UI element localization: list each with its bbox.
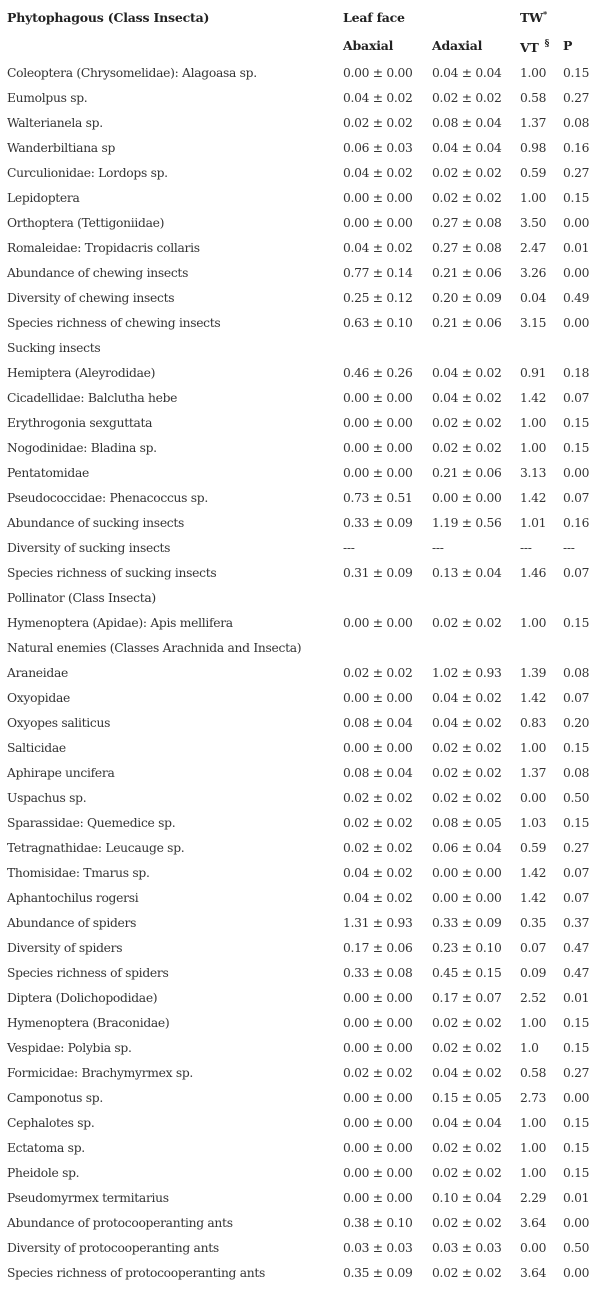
row-label: Abundance of protocooperanting ants bbox=[7, 1216, 233, 1230]
vt-value: 0.09 bbox=[520, 966, 547, 980]
adaxial-value: 0.00 ± 0.00 bbox=[432, 891, 502, 905]
table-row bbox=[0, 436, 604, 461]
abaxial-value: 0.08 ± 0.04 bbox=[343, 716, 413, 730]
row-label: Ectatoma sp. bbox=[7, 1141, 85, 1155]
row-label: Species richness of protocooperanting ants bbox=[7, 1266, 266, 1280]
row-label: Thomisidae: Tmarus sp. bbox=[7, 866, 150, 880]
p-value: 0.18 bbox=[563, 366, 590, 380]
table-row bbox=[0, 1061, 604, 1086]
p-header: P bbox=[563, 38, 573, 53]
tw-footnote-mark: * bbox=[542, 8, 547, 19]
vt-value: 0.00 bbox=[520, 1241, 547, 1255]
table-row bbox=[0, 111, 604, 136]
p-value: 0.49 bbox=[563, 291, 590, 305]
header-row-1 bbox=[0, 5, 604, 30]
vt-value: 3.50 bbox=[520, 216, 547, 230]
p-value: 0.00 bbox=[563, 266, 590, 280]
p-value: 0.07 bbox=[563, 491, 590, 505]
row-label: Romaleidae: Tropidacris collaris bbox=[7, 241, 200, 255]
row-label: Abundance of chewing insects bbox=[7, 266, 189, 280]
vt-header bbox=[520, 35, 549, 63]
adaxial-value: --- bbox=[432, 541, 444, 555]
p-value: 0.15 bbox=[563, 616, 590, 630]
p-value: 0.50 bbox=[563, 1241, 590, 1255]
table-row bbox=[0, 186, 604, 211]
table-row bbox=[0, 886, 604, 911]
p-value: 0.00 bbox=[563, 1266, 590, 1280]
row-label: Cephalotes sp. bbox=[7, 1116, 95, 1130]
p-value: 0.15 bbox=[563, 1016, 590, 1030]
table-row bbox=[0, 1186, 604, 1211]
vt-value: 3.64 bbox=[520, 1216, 547, 1230]
abaxial-header: Abaxial bbox=[343, 38, 394, 53]
adaxial-value: 0.08 ± 0.04 bbox=[432, 116, 502, 130]
abaxial-value: 0.77 ± 0.14 bbox=[343, 266, 413, 280]
leaf-face-header: Leaf face bbox=[343, 10, 405, 25]
abaxial-value: 1.31 ± 0.93 bbox=[343, 916, 413, 930]
group-title: Phytophagous (Class Insecta) bbox=[7, 10, 210, 25]
vt-value: 1.00 bbox=[520, 1116, 547, 1130]
row-label: Araneidae bbox=[7, 666, 69, 680]
row-label: Formicidae: Brachymyrmex sp. bbox=[7, 1066, 194, 1080]
row-label: Sparassidae: Quemedice sp. bbox=[7, 816, 176, 830]
adaxial-value: 0.04 ± 0.02 bbox=[432, 691, 502, 705]
table-row bbox=[0, 161, 604, 186]
vt-value: 1.42 bbox=[520, 391, 547, 405]
abaxial-value: 0.00 ± 0.00 bbox=[343, 466, 413, 480]
abaxial-value: 0.02 ± 0.02 bbox=[343, 116, 413, 130]
adaxial-value: 0.03 ± 0.03 bbox=[432, 1241, 502, 1255]
vt-value: 0.35 bbox=[520, 916, 547, 930]
table-row bbox=[0, 861, 604, 886]
table-row bbox=[0, 211, 604, 236]
p-value: 0.15 bbox=[563, 416, 590, 430]
p-value: 0.47 bbox=[563, 941, 590, 955]
vt-value: 3.15 bbox=[520, 316, 547, 330]
row-label: Species richness of spiders bbox=[7, 966, 169, 980]
adaxial-value: 0.06 ± 0.04 bbox=[432, 841, 502, 855]
vt-value: 1.42 bbox=[520, 891, 547, 905]
row-label: Cicadellidae: Balclutha hebe bbox=[7, 391, 178, 405]
abaxial-value: 0.00 ± 0.00 bbox=[343, 66, 413, 80]
adaxial-value: 0.04 ± 0.02 bbox=[432, 366, 502, 380]
vt-value: 1.00 bbox=[520, 416, 547, 430]
adaxial-value: 0.02 ± 0.02 bbox=[432, 166, 502, 180]
adaxial-value: 0.45 ± 0.15 bbox=[432, 966, 502, 980]
table-row bbox=[0, 611, 604, 636]
row-label: Pentatomidae bbox=[7, 466, 90, 480]
p-value: 0.00 bbox=[563, 316, 590, 330]
vt-value: 1.37 bbox=[520, 766, 547, 780]
row-label: Species richness of sucking insects bbox=[7, 566, 217, 580]
abaxial-value: 0.00 ± 0.00 bbox=[343, 1141, 413, 1155]
abaxial-value: 0.00 ± 0.00 bbox=[343, 191, 413, 205]
p-value: 0.07 bbox=[563, 866, 590, 880]
vt-value: 0.00 bbox=[520, 791, 547, 805]
row-label: Abundance of sucking insects bbox=[7, 516, 185, 530]
abaxial-value: 0.02 ± 0.02 bbox=[343, 816, 413, 830]
adaxial-value: 0.02 ± 0.02 bbox=[432, 791, 502, 805]
p-value: 0.15 bbox=[563, 1141, 590, 1155]
abaxial-value: 0.00 ± 0.00 bbox=[343, 1041, 413, 1055]
abaxial-value: 0.00 ± 0.00 bbox=[343, 1166, 413, 1180]
abaxial-value: 0.02 ± 0.02 bbox=[343, 666, 413, 680]
vt-value: 1.42 bbox=[520, 866, 547, 880]
adaxial-value: 0.27 ± 0.08 bbox=[432, 241, 502, 255]
row-label: Hemiptera (Aleyrodidae) bbox=[7, 366, 156, 380]
vt-value: 2.52 bbox=[520, 991, 547, 1005]
p-value: 0.00 bbox=[563, 1216, 590, 1230]
adaxial-value: 0.02 ± 0.02 bbox=[432, 1266, 502, 1280]
vt-value: 1.00 bbox=[520, 741, 547, 755]
row-label: Aphirape uncifera bbox=[7, 766, 115, 780]
adaxial-value: 0.02 ± 0.02 bbox=[432, 1141, 502, 1155]
adaxial-value: 0.04 ± 0.04 bbox=[432, 66, 502, 80]
table-row bbox=[0, 61, 604, 86]
table-row bbox=[0, 1086, 604, 1111]
abaxial-value: 0.46 ± 0.26 bbox=[343, 366, 413, 380]
adaxial-value: 0.02 ± 0.02 bbox=[432, 1016, 502, 1030]
abaxial-value: 0.04 ± 0.02 bbox=[343, 166, 413, 180]
vt-value: 0.04 bbox=[520, 291, 547, 305]
table-row bbox=[0, 86, 604, 111]
p-value: 0.15 bbox=[563, 1166, 590, 1180]
vt-value: 0.91 bbox=[520, 366, 547, 380]
table-row bbox=[0, 461, 604, 486]
p-value: 0.08 bbox=[563, 766, 590, 780]
table-row bbox=[0, 561, 604, 586]
vt-value: 0.07 bbox=[520, 941, 547, 955]
table-row bbox=[0, 811, 604, 836]
table-row bbox=[0, 511, 604, 536]
abaxial-value: 0.00 ± 0.00 bbox=[343, 1116, 413, 1130]
table-row bbox=[0, 136, 604, 161]
p-value: 0.27 bbox=[563, 166, 590, 180]
section-heading-row bbox=[0, 636, 604, 661]
row-label: Oxyopes saliticus bbox=[7, 716, 111, 730]
adaxial-value: 0.08 ± 0.05 bbox=[432, 816, 502, 830]
row-label: Nogodinidae: Bladina sp. bbox=[7, 441, 157, 455]
p-value: 0.15 bbox=[563, 1116, 590, 1130]
row-label: Diversity of protocooperanting ants bbox=[7, 1241, 219, 1255]
abaxial-value: 0.02 ± 0.02 bbox=[343, 791, 413, 805]
tw-label: TW bbox=[520, 10, 543, 25]
row-label: Abundance of spiders bbox=[7, 916, 137, 930]
row-label: Pseudococcidae: Phenacoccus sp. bbox=[7, 491, 208, 505]
abaxial-value: 0.00 ± 0.00 bbox=[343, 416, 413, 430]
p-value: 0.00 bbox=[563, 466, 590, 480]
adaxial-value: 0.23 ± 0.10 bbox=[432, 941, 502, 955]
adaxial-value: 0.00 ± 0.00 bbox=[432, 491, 502, 505]
table-row bbox=[0, 386, 604, 411]
abaxial-value: 0.00 ± 0.00 bbox=[343, 1091, 413, 1105]
row-label: Natural enemies (Classes Arachnida and Insecta) bbox=[7, 641, 302, 655]
p-value: 0.27 bbox=[563, 841, 590, 855]
row-label: Lepidoptera bbox=[7, 191, 80, 205]
row-label: Salticidae bbox=[7, 741, 66, 755]
row-label: Eumolpus sp. bbox=[7, 91, 88, 105]
abaxial-value: 0.00 ± 0.00 bbox=[343, 691, 413, 705]
abaxial-value: 0.08 ± 0.04 bbox=[343, 766, 413, 780]
abaxial-value: 0.00 ± 0.00 bbox=[343, 616, 413, 630]
adaxial-value: 0.04 ± 0.04 bbox=[432, 1116, 502, 1130]
abaxial-value: 0.03 ± 0.03 bbox=[343, 1241, 413, 1255]
row-label: Diversity of chewing insects bbox=[7, 291, 175, 305]
row-label: Vespidae: Polybia sp. bbox=[7, 1041, 132, 1055]
row-label: Uspachus sp. bbox=[7, 791, 87, 805]
adaxial-value: 0.21 ± 0.06 bbox=[432, 266, 502, 280]
vt-value: 1.00 bbox=[520, 66, 547, 80]
abaxial-value: 0.00 ± 0.00 bbox=[343, 216, 413, 230]
table-row bbox=[0, 411, 604, 436]
vt-value: 1.03 bbox=[520, 816, 547, 830]
vt-value: 3.26 bbox=[520, 266, 547, 280]
vt-value: 2.47 bbox=[520, 241, 547, 255]
vt-value: 1.00 bbox=[520, 191, 547, 205]
section-heading-row bbox=[0, 336, 604, 361]
row-label: Species richness of chewing insects bbox=[7, 316, 221, 330]
row-label: Aphantochilus rogersi bbox=[7, 891, 139, 905]
adaxial-value: 0.04 ± 0.02 bbox=[432, 391, 502, 405]
vt-value: 0.59 bbox=[520, 166, 547, 180]
adaxial-value: 0.02 ± 0.02 bbox=[432, 416, 502, 430]
table-row bbox=[0, 311, 604, 336]
abaxial-value: 0.00 ± 0.00 bbox=[343, 1016, 413, 1030]
p-value: 0.00 bbox=[563, 1091, 590, 1105]
p-value: 0.50 bbox=[563, 791, 590, 805]
row-label: Diversity of spiders bbox=[7, 941, 123, 955]
table-row bbox=[0, 786, 604, 811]
adaxial-value: 0.02 ± 0.02 bbox=[432, 741, 502, 755]
abaxial-value: 0.04 ± 0.02 bbox=[343, 91, 413, 105]
table-row bbox=[0, 286, 604, 311]
table-row bbox=[0, 836, 604, 861]
row-label: Pheidole sp. bbox=[7, 1166, 80, 1180]
adaxial-value: 0.00 ± 0.00 bbox=[432, 866, 502, 880]
abaxial-value: 0.00 ± 0.00 bbox=[343, 991, 413, 1005]
adaxial-value: 0.33 ± 0.09 bbox=[432, 916, 502, 930]
p-value: 0.07 bbox=[563, 566, 590, 580]
adaxial-value: 0.02 ± 0.02 bbox=[432, 616, 502, 630]
adaxial-value: 0.17 ± 0.07 bbox=[432, 991, 502, 1005]
adaxial-value: 0.04 ± 0.02 bbox=[432, 1066, 502, 1080]
row-label: Pseudomyrmex termitarius bbox=[7, 1191, 169, 1205]
row-label: Camponotus sp. bbox=[7, 1091, 103, 1105]
p-value: --- bbox=[563, 541, 575, 555]
abaxial-value: 0.02 ± 0.02 bbox=[343, 1066, 413, 1080]
p-value: 0.37 bbox=[563, 916, 590, 930]
p-value: 0.47 bbox=[563, 966, 590, 980]
p-value: 0.07 bbox=[563, 391, 590, 405]
vt-value: 1.46 bbox=[520, 566, 547, 580]
p-value: 0.01 bbox=[563, 991, 590, 1005]
adaxial-value: 0.02 ± 0.02 bbox=[432, 191, 502, 205]
abaxial-value: --- bbox=[343, 541, 355, 555]
row-label: Diversity of sucking insects bbox=[7, 541, 171, 555]
abaxial-value: 0.33 ± 0.09 bbox=[343, 516, 413, 530]
table-row bbox=[0, 236, 604, 261]
table-row bbox=[0, 361, 604, 386]
table-row bbox=[0, 711, 604, 736]
vt-value: 3.13 bbox=[520, 466, 547, 480]
adaxial-value: 0.10 ± 0.04 bbox=[432, 1191, 502, 1205]
abaxial-value: 0.06 ± 0.03 bbox=[343, 141, 413, 155]
table-row bbox=[0, 486, 604, 511]
abaxial-value: 0.04 ± 0.02 bbox=[343, 891, 413, 905]
adaxial-value: 0.21 ± 0.06 bbox=[432, 466, 502, 480]
vt-value: 1.00 bbox=[520, 616, 547, 630]
table-row bbox=[0, 1111, 604, 1136]
adaxial-value: 0.15 ± 0.05 bbox=[432, 1091, 502, 1105]
p-value: 0.15 bbox=[563, 1041, 590, 1055]
p-value: 0.00 bbox=[563, 216, 590, 230]
p-value: 0.15 bbox=[563, 191, 590, 205]
row-label: Hymenoptera (Braconidae) bbox=[7, 1016, 170, 1030]
p-value: 0.20 bbox=[563, 716, 590, 730]
row-label: Tetragnathidae: Leucauge sp. bbox=[7, 841, 185, 855]
adaxial-value: 1.02 ± 0.93 bbox=[432, 666, 502, 680]
adaxial-header: Adaxial bbox=[432, 38, 483, 53]
p-value: 0.16 bbox=[563, 141, 590, 155]
row-label: Erythrogonia sexguttata bbox=[7, 416, 153, 430]
row-label: Walterianela sp. bbox=[7, 116, 103, 130]
row-label: Curculionidae: Lordops sp. bbox=[7, 166, 168, 180]
row-label: Pollinator (Class Insecta) bbox=[7, 591, 156, 605]
section-heading-row bbox=[0, 586, 604, 611]
adaxial-value: 0.20 ± 0.09 bbox=[432, 291, 502, 305]
vt-value: 0.98 bbox=[520, 141, 547, 155]
table-row bbox=[0, 961, 604, 986]
table-row bbox=[0, 686, 604, 711]
table-row bbox=[0, 736, 604, 761]
vt-value: 1.00 bbox=[520, 1016, 547, 1030]
row-label: Coleoptera (Chrysomelidae): Alagoasa sp. bbox=[7, 66, 257, 80]
vt-value: 1.00 bbox=[520, 1141, 547, 1155]
vt-value: 1.37 bbox=[520, 116, 547, 130]
table-row bbox=[0, 911, 604, 936]
abaxial-value: 0.02 ± 0.02 bbox=[343, 841, 413, 855]
table-row bbox=[0, 1261, 604, 1286]
tw-header bbox=[520, 5, 547, 30]
table-row bbox=[0, 1236, 604, 1261]
vt-value: 0.59 bbox=[520, 841, 547, 855]
vt-footnote-mark: § bbox=[544, 39, 550, 49]
p-value: 0.01 bbox=[563, 241, 590, 255]
adaxial-value: 0.02 ± 0.02 bbox=[432, 1041, 502, 1055]
table-row bbox=[0, 536, 604, 561]
table-row bbox=[0, 936, 604, 961]
adaxial-value: 0.04 ± 0.02 bbox=[432, 716, 502, 730]
abaxial-value: 0.63 ± 0.10 bbox=[343, 316, 413, 330]
abaxial-value: 0.00 ± 0.00 bbox=[343, 391, 413, 405]
abaxial-value: 0.38 ± 0.10 bbox=[343, 1216, 413, 1230]
table-row bbox=[0, 761, 604, 786]
p-value: 0.27 bbox=[563, 91, 590, 105]
row-label: Sucking insects bbox=[7, 341, 101, 355]
table-row bbox=[0, 1136, 604, 1161]
p-value: 0.15 bbox=[563, 741, 590, 755]
abaxial-value: 0.00 ± 0.00 bbox=[343, 741, 413, 755]
p-value: 0.27 bbox=[563, 1066, 590, 1080]
vt-value: 1.42 bbox=[520, 491, 547, 505]
adaxial-value: 0.27 ± 0.08 bbox=[432, 216, 502, 230]
table-row bbox=[0, 1011, 604, 1036]
adaxial-value: 0.04 ± 0.04 bbox=[432, 141, 502, 155]
abaxial-value: 0.00 ± 0.00 bbox=[343, 1191, 413, 1205]
p-value: 0.15 bbox=[563, 441, 590, 455]
abaxial-value: 0.35 ± 0.09 bbox=[343, 1266, 413, 1280]
p-value: 0.07 bbox=[563, 691, 590, 705]
vt-value: 1.01 bbox=[520, 516, 547, 530]
abaxial-value: 0.33 ± 0.08 bbox=[343, 966, 413, 980]
vt-value: 2.73 bbox=[520, 1091, 547, 1105]
adaxial-value: 0.21 ± 0.06 bbox=[432, 316, 502, 330]
vt-label: VT bbox=[520, 40, 539, 55]
abaxial-value: 0.00 ± 0.00 bbox=[343, 441, 413, 455]
p-value: 0.08 bbox=[563, 666, 590, 680]
header-row-2 bbox=[0, 33, 604, 58]
vt-value: 0.58 bbox=[520, 1066, 547, 1080]
abaxial-value: 0.04 ± 0.02 bbox=[343, 241, 413, 255]
p-value: 0.15 bbox=[563, 816, 590, 830]
table-row bbox=[0, 1161, 604, 1186]
vt-value: 1.42 bbox=[520, 691, 547, 705]
vt-value: 3.64 bbox=[520, 1266, 547, 1280]
vt-value: 0.58 bbox=[520, 91, 547, 105]
abaxial-value: 0.17 ± 0.06 bbox=[343, 941, 413, 955]
abaxial-value: 0.25 ± 0.12 bbox=[343, 291, 413, 305]
vt-value: 1.39 bbox=[520, 666, 547, 680]
row-label: Hymenoptera (Apidae): Apis mellifera bbox=[7, 616, 233, 630]
p-value: 0.01 bbox=[563, 1191, 590, 1205]
adaxial-value: 0.02 ± 0.02 bbox=[432, 441, 502, 455]
adaxial-value: 0.02 ± 0.02 bbox=[432, 766, 502, 780]
adaxial-value: 0.02 ± 0.02 bbox=[432, 91, 502, 105]
vt-value: 0.83 bbox=[520, 716, 547, 730]
p-value: 0.16 bbox=[563, 516, 590, 530]
vt-value: 2.29 bbox=[520, 1191, 547, 1205]
abaxial-value: 0.73 ± 0.51 bbox=[343, 491, 413, 505]
p-value: 0.08 bbox=[563, 116, 590, 130]
abaxial-value: 0.31 ± 0.09 bbox=[343, 566, 413, 580]
vt-value: --- bbox=[520, 541, 532, 555]
row-label: Diptera (Dolichopodidae) bbox=[7, 991, 158, 1005]
row-label: Oxyopidae bbox=[7, 691, 70, 705]
p-value: 0.07 bbox=[563, 891, 590, 905]
table-row bbox=[0, 1036, 604, 1061]
adaxial-value: 1.19 ± 0.56 bbox=[432, 516, 502, 530]
vt-value: 1.0 bbox=[520, 1041, 539, 1055]
p-value: 0.15 bbox=[563, 66, 590, 80]
adaxial-value: 0.13 ± 0.04 bbox=[432, 566, 502, 580]
adaxial-value: 0.02 ± 0.02 bbox=[432, 1216, 502, 1230]
vt-value: 1.00 bbox=[520, 1166, 547, 1180]
abaxial-value: 0.04 ± 0.02 bbox=[343, 866, 413, 880]
vt-value: 1.00 bbox=[520, 441, 547, 455]
table-row bbox=[0, 1211, 604, 1236]
table-row bbox=[0, 986, 604, 1011]
table-row bbox=[0, 661, 604, 686]
table-row bbox=[0, 261, 604, 286]
row-label: Orthoptera (Tettigoniidae) bbox=[7, 216, 165, 230]
row-label: Wanderbiltiana sp bbox=[7, 141, 116, 155]
adaxial-value: 0.02 ± 0.02 bbox=[432, 1166, 502, 1180]
